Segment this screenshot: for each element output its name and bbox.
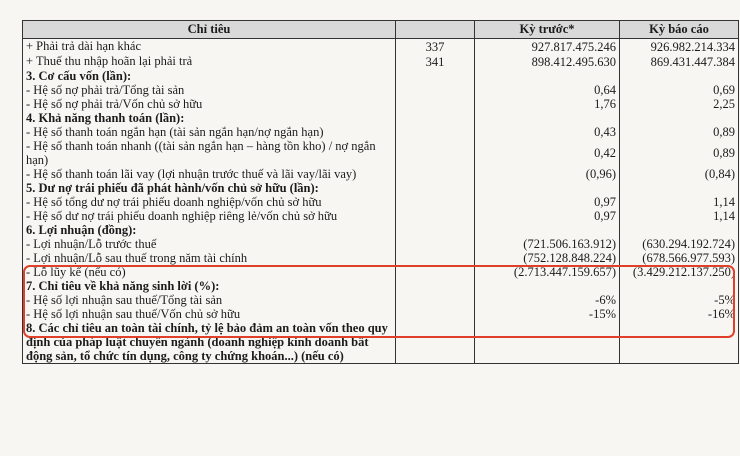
row-label: - Lợi nhuận/Lỗ trước thuế bbox=[23, 237, 396, 251]
row-current-value: (678.566.977.593) bbox=[620, 251, 739, 265]
row-code bbox=[396, 321, 475, 364]
row-label: + Phải trả dài hạn khác bbox=[23, 39, 396, 55]
row-current-value bbox=[620, 279, 739, 293]
row-current-value bbox=[620, 223, 739, 237]
row-code bbox=[396, 265, 475, 279]
table-row bbox=[23, 265, 739, 279]
table-row bbox=[23, 251, 739, 265]
financial-indicators-table bbox=[22, 20, 739, 364]
row-current-value: (3.429.212.137.250) bbox=[620, 265, 739, 279]
row-label: - Hệ số nợ phải trả/Tổng tài sản bbox=[23, 83, 396, 97]
table-row bbox=[23, 307, 739, 321]
header-indicator: Chỉ tiêu bbox=[23, 21, 396, 39]
row-label: - Hệ số nợ phải trả/Vốn chủ sở hữu bbox=[23, 97, 396, 111]
row-label: 7. Chỉ tiêu về khả năng sinh lời (%): bbox=[23, 279, 396, 293]
row-previous-value bbox=[475, 69, 620, 83]
table-header-row bbox=[23, 21, 739, 39]
row-current-value bbox=[620, 321, 739, 364]
row-code bbox=[396, 279, 475, 293]
row-current-value: 1,14 bbox=[620, 209, 739, 223]
row-label: - Lỗ lũy kế (nếu có) bbox=[23, 265, 396, 279]
row-label: - Hệ số tổng dư nợ trái phiếu doanh nghiệp/vốn chủ sở hữu bbox=[23, 195, 396, 209]
row-current-value: 869.431.447.384 bbox=[620, 54, 739, 69]
table-row bbox=[23, 83, 739, 97]
row-label: - Hệ số thanh toán ngắn hạn (tài sản ngắn hạn/nợ ngắn hạn) bbox=[23, 125, 396, 139]
row-previous-value: -15% bbox=[475, 307, 620, 321]
row-code bbox=[396, 111, 475, 125]
table-row bbox=[23, 293, 739, 307]
table-row bbox=[23, 209, 739, 223]
row-code bbox=[396, 125, 475, 139]
section-header-row bbox=[23, 69, 739, 83]
row-previous-value: 0,97 bbox=[475, 195, 620, 209]
row-previous-value: -6% bbox=[475, 293, 620, 307]
row-code bbox=[396, 97, 475, 111]
row-code bbox=[396, 209, 475, 223]
row-code: 337 bbox=[396, 39, 475, 55]
row-previous-value: (2.713.447.159.657) bbox=[475, 265, 620, 279]
row-previous-value: 927.817.475.246 bbox=[475, 39, 620, 55]
table-row bbox=[23, 125, 739, 139]
financial-indicators-sheet bbox=[22, 20, 738, 364]
row-label: - Hệ số lợi nhuận sau thuế/Vốn chủ sở hữu bbox=[23, 307, 396, 321]
row-current-value: -16% bbox=[620, 307, 739, 321]
row-label: - Hệ số lợi nhuận sau thuế/Tổng tài sản bbox=[23, 293, 396, 307]
table-row bbox=[23, 54, 739, 69]
row-previous-value: 898.412.495.630 bbox=[475, 54, 620, 69]
row-label: - Hệ số thanh toán lãi vay (lợi nhuận trước thuế và lãi vay/lãi vay) bbox=[23, 167, 396, 181]
row-current-value bbox=[620, 111, 739, 125]
row-code bbox=[396, 167, 475, 181]
row-label: + Thuế thu nhập hoãn lại phải trả bbox=[23, 54, 396, 69]
table-row bbox=[23, 97, 739, 111]
row-label: 5. Dư nợ trái phiếu đã phát hành/vốn chủ sở hữu (lần): bbox=[23, 181, 396, 195]
row-previous-value: (0,96) bbox=[475, 167, 620, 181]
row-code bbox=[396, 83, 475, 97]
row-previous-value bbox=[475, 181, 620, 195]
row-previous-value bbox=[475, 223, 620, 237]
row-label: - Hệ số dư nợ trái phiếu doanh nghiệp riêng lẻ/vốn chủ sở hữu bbox=[23, 209, 396, 223]
row-code bbox=[396, 223, 475, 237]
row-code bbox=[396, 69, 475, 83]
row-code bbox=[396, 237, 475, 251]
table-row bbox=[23, 139, 739, 167]
row-previous-value: (752.128.848.224) bbox=[475, 251, 620, 265]
row-previous-value: 0,42 bbox=[475, 139, 620, 167]
row-current-value: 2,25 bbox=[620, 97, 739, 111]
table-row bbox=[23, 167, 739, 181]
section-header-row bbox=[23, 279, 739, 293]
row-previous-value: 0,64 bbox=[475, 83, 620, 97]
row-code bbox=[396, 251, 475, 265]
row-current-value: (630.294.192.724) bbox=[620, 237, 739, 251]
row-label: 3. Cơ cấu vốn (lần): bbox=[23, 69, 396, 83]
row-label: 6. Lợi nhuận (đồng): bbox=[23, 223, 396, 237]
table-row bbox=[23, 195, 739, 209]
row-code bbox=[396, 139, 475, 167]
row-code bbox=[396, 181, 475, 195]
row-code bbox=[396, 307, 475, 321]
row-current-value bbox=[620, 181, 739, 195]
table-row bbox=[23, 237, 739, 251]
row-previous-value bbox=[475, 279, 620, 293]
row-current-value: 1,14 bbox=[620, 195, 739, 209]
row-previous-value: 0,97 bbox=[475, 209, 620, 223]
table-body bbox=[23, 39, 739, 364]
section-header-row bbox=[23, 223, 739, 237]
header-previous-period: Kỳ trước* bbox=[475, 21, 620, 39]
row-current-value bbox=[620, 69, 739, 83]
row-code bbox=[396, 195, 475, 209]
row-current-value: 0,89 bbox=[620, 125, 739, 139]
row-current-value: 0,89 bbox=[620, 139, 739, 167]
header-code bbox=[396, 21, 475, 39]
section-header-row bbox=[23, 181, 739, 195]
row-label: - Hệ số thanh toán nhanh ((tài sản ngắn hạn – hàng tồn kho) / nợ ngắn hạn) bbox=[23, 139, 396, 167]
section-header-row bbox=[23, 111, 739, 125]
row-label: 4. Khả năng thanh toán (lần): bbox=[23, 111, 396, 125]
row-code bbox=[396, 293, 475, 307]
row-previous-value bbox=[475, 111, 620, 125]
table-row bbox=[23, 39, 739, 55]
row-previous-value: (721.506.163.912) bbox=[475, 237, 620, 251]
row-current-value: -5% bbox=[620, 293, 739, 307]
row-current-value: (0,84) bbox=[620, 167, 739, 181]
header-current-period: Kỳ báo cáo bbox=[620, 21, 739, 39]
row-code: 341 bbox=[396, 54, 475, 69]
row-previous-value: 1,76 bbox=[475, 97, 620, 111]
row-label: 8. Các chỉ tiêu an toàn tài chính, tỷ lệ bảo đảm an toàn vốn theo quy định của pháp luật chuyên ngành (doanh nghiệp kinh doanh bất động sản, tổ chức tín dụng, công ty chứng khoán...) (nếu có) bbox=[23, 321, 396, 364]
row-label: - Lợi nhuận/Lỗ sau thuế trong năm tài chính bbox=[23, 251, 396, 265]
row-current-value: 0,69 bbox=[620, 83, 739, 97]
row-previous-value bbox=[475, 321, 620, 364]
row-previous-value: 0,43 bbox=[475, 125, 620, 139]
row-current-value: 926.982.214.334 bbox=[620, 39, 739, 55]
section-header-row bbox=[23, 321, 739, 364]
